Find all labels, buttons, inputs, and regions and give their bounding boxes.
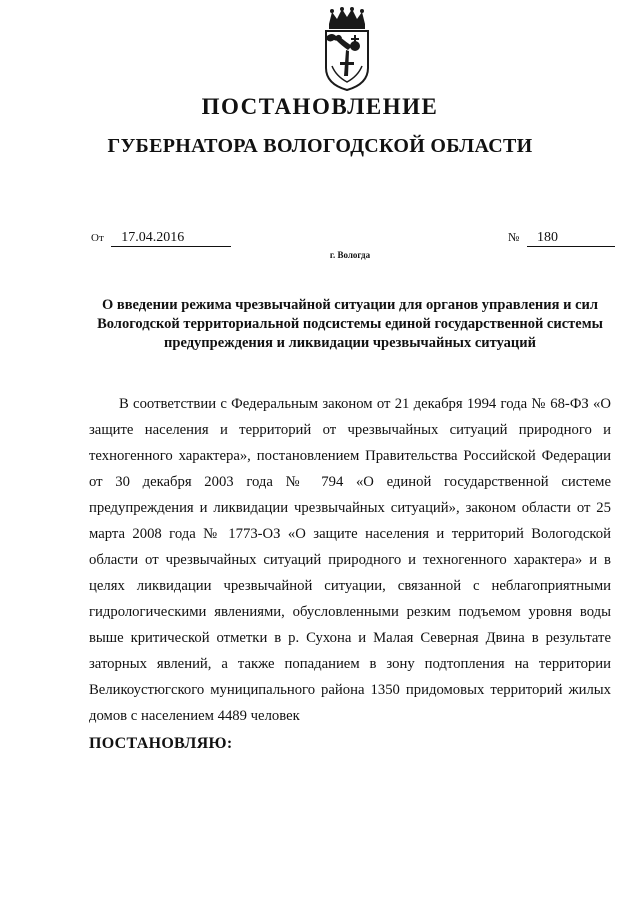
date-field	[91, 230, 231, 247]
document-subject: О введении режима чрезвычайной ситуации для органов управления и сил Вологодской территориальной подсистемы единой государственной системы предупреждения и ликвидации чрезвычайных ситуаций	[97, 297, 603, 351]
body-paragraph: В соответствии с Федеральным законом от 21 декабря 1994 года № 68-ФЗ «О защите населения и территорий от чрезвычайных ситуаций природного и техногенного характера», постановлением Правительства Российской Федерации от 30 декабря 2003 года № 794 «О единой государственной системе предупреждения и ликвидации чрезвычайных ситуаций», законом области от 25 марта 2008 года № 1773-ОЗ «О защите населения и территорий Вологодской области от чрезвычайных ситуаций природного и техногенного характера» и в целях ликвидации чрезвычайной ситуации, связанной с неблагоприятными гидрологическими явлениями, обусловленными резким подъемом уровня воды выше критической отметки в р. Сухона и Малая Северная Двина в результате заторных явлений, а также попаданием в зону подтопления на территории Великоустюгского муниципального района 1350 придомовых территорий жилых домов с населением 4489 человек	[89, 396, 611, 724]
number-value: 180	[527, 230, 615, 247]
document-body	[89, 391, 611, 729]
issuer-title: ГУБЕРНАТОРА ВОЛОГОДСКОЙ ОБЛАСТИ	[107, 135, 533, 157]
number-prefix: №	[508, 230, 520, 244]
decree-heading: ПОСТАНОВЛЯЮ:	[89, 735, 233, 752]
city-label: г. Вологда	[329, 250, 371, 260]
number-field	[508, 230, 615, 247]
document-title: ПОСТАНОВЛЕНИЕ	[201, 94, 439, 119]
date-prefix: От	[91, 232, 104, 244]
date-value: 17.04.2016	[111, 230, 231, 247]
vologda-coat-of-arms-icon	[322, 6, 372, 92]
